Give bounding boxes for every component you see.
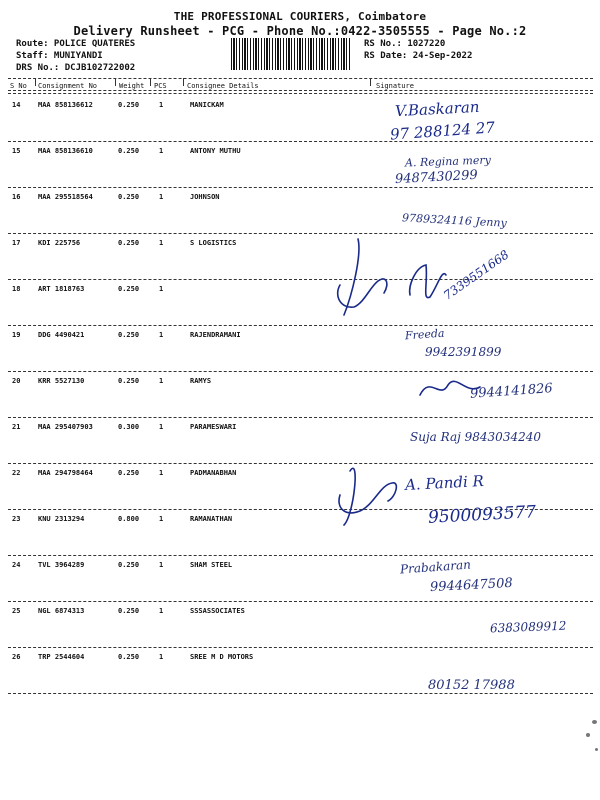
row-sno: 15: [12, 147, 21, 155]
row-consignment: MAA 294798464: [38, 469, 93, 477]
row-weight: 0.250: [118, 561, 140, 569]
signature-row-21: Suja Raj 9843034240: [410, 430, 541, 444]
phone-row-20: 9944141826: [469, 381, 554, 402]
ink-blot: [586, 733, 590, 737]
row-consignee: MANICKAM: [190, 101, 224, 109]
header-double-rule: [8, 93, 593, 94]
row-weight: 0.250: [118, 101, 140, 109]
row-consignment: KDI 225756: [38, 239, 81, 247]
col-divider: [370, 78, 371, 86]
ink-blot: [592, 720, 597, 724]
courier-title: THE PROFESSIONAL COURIERS, Coimbatore: [173, 10, 427, 23]
row-rule: [8, 417, 593, 418]
row-consignee: ANTONY MUTHU: [190, 147, 241, 155]
row-pcs: 1: [159, 653, 164, 661]
row-rule: [8, 555, 593, 556]
row-weight: 0.250: [118, 285, 140, 293]
row-pcs: 1: [159, 377, 164, 385]
row-sno: 18: [12, 285, 21, 293]
row-rule: [8, 463, 593, 464]
row-pcs: 1: [159, 561, 164, 569]
phone-row-15: 9487430299: [394, 167, 479, 188]
phone-row-14: 97 288124 27: [389, 118, 496, 144]
row-sno: 14: [12, 101, 21, 109]
row-consignment: TVL 3964289: [38, 561, 85, 569]
drs-number: DRS No.: DCJB102722002: [16, 63, 136, 73]
col-sno: S No: [10, 82, 27, 90]
row-consignment: MAA 858136612: [38, 101, 93, 109]
row-rule: [8, 233, 593, 234]
row-pcs: 1: [159, 469, 164, 477]
staff-label: Staff: MUNIYANDI: [16, 51, 103, 61]
phone-row-26: 80152 17988: [428, 678, 515, 693]
phone-row-19: 9942391899: [425, 345, 502, 359]
row-sno: 22: [12, 469, 21, 477]
row-rule: [8, 371, 593, 372]
row-rule: [8, 647, 593, 648]
row-weight: 0.250: [118, 331, 140, 339]
row-weight: 0.250: [118, 607, 140, 615]
signature-row-14: V.Baskaran: [394, 97, 480, 121]
row-rule: [8, 141, 593, 142]
row-consignee: PARAMESWARI: [190, 423, 237, 431]
signature-row-16: 9789324116 Jenny: [401, 211, 508, 230]
row-rule: [8, 325, 593, 326]
row-rule: [8, 187, 593, 188]
row-pcs: 1: [159, 285, 164, 293]
row-sno: 20: [12, 377, 21, 385]
signature-row-22: A. Pandi R: [404, 471, 485, 495]
row-weight: 0.800: [118, 515, 140, 523]
row-weight: 0.300: [118, 423, 140, 431]
barcode: [231, 38, 351, 70]
signature-row-15: A. Regina mery: [404, 153, 492, 170]
row-consignee: JOHNSON: [190, 193, 220, 201]
phone-row-24: 9944647508: [429, 575, 514, 596]
row-rule: [8, 601, 593, 602]
row-sno: 26: [12, 653, 21, 661]
signature-row-19: Freeda: [404, 326, 445, 343]
row-consignment: KNU 2313294: [38, 515, 85, 523]
signature-row-24: Prabakaran: [399, 557, 472, 577]
header-bottom-rule: [8, 90, 593, 91]
row-pcs: 1: [159, 147, 164, 155]
col-consignment: Consignment No: [38, 82, 98, 90]
row-rule: [8, 279, 593, 280]
phone-row-25: 6383089912: [489, 618, 567, 636]
row-consignee: S LOGISTICS: [190, 239, 237, 247]
row-pcs: 1: [159, 423, 164, 431]
phone-row-17: 7339551668: [440, 247, 512, 303]
row-consignee: RAJENDRAMANI: [190, 331, 241, 339]
row-consignee: RAMANATHAN: [190, 515, 233, 523]
row-consignment: MAA 295518564: [38, 193, 93, 201]
row-weight: 0.250: [118, 653, 140, 661]
row-consignment: TRP 2544604: [38, 653, 85, 661]
row-consignee: PADMANABHAN: [190, 469, 237, 477]
row-consignment: MAA 858136610: [38, 147, 93, 155]
row-sno: 17: [12, 239, 21, 247]
row-sno: 19: [12, 331, 21, 339]
col-pcs: PCS: [154, 82, 167, 90]
col-weight: Weight: [119, 82, 145, 90]
row-consignment: MAA 295407903: [38, 423, 93, 431]
runsheet-subtitle: Delivery Runsheet - PCG - Phone No.:0422-3505555 - Page No.:2: [73, 24, 527, 38]
col-divider: [150, 78, 151, 86]
row-consignment: NGL 6874313: [38, 607, 85, 615]
phone-row-23: 9500093577: [427, 502, 537, 528]
row-consignee: SREE M D MOTORS: [190, 653, 254, 661]
col-consignee: Consignee Details: [187, 82, 259, 90]
row-pcs: 1: [159, 193, 164, 201]
row-weight: 0.250: [118, 147, 140, 155]
row-pcs: 1: [159, 239, 164, 247]
row-pcs: 1: [159, 101, 164, 109]
header-top-rule: [8, 78, 593, 79]
row-sno: 21: [12, 423, 21, 431]
row-rule: [8, 693, 593, 694]
row-consignment: ART 1818763: [38, 285, 85, 293]
col-divider: [115, 78, 116, 86]
row-weight: 0.250: [118, 377, 140, 385]
row-consignment: DDG 4490421: [38, 331, 85, 339]
col-signature: Signature: [376, 82, 414, 90]
row-weight: 0.250: [118, 469, 140, 477]
row-pcs: 1: [159, 515, 164, 523]
row-weight: 0.250: [118, 239, 140, 247]
row-pcs: 1: [159, 607, 164, 615]
col-divider: [183, 78, 184, 86]
route-label: Route: POLICE QUATERES: [16, 39, 136, 49]
row-pcs: 1: [159, 331, 164, 339]
row-consignee: SSSASSOCIATES: [190, 607, 245, 615]
row-sno: 16: [12, 193, 21, 201]
row-consignee: SHAM STEEL: [190, 561, 233, 569]
rs-date: RS Date: 24-Sep-2022: [364, 51, 473, 61]
rs-number: RS No.: 1027220: [364, 39, 446, 49]
row-sno: 25: [12, 607, 21, 615]
row-weight: 0.250: [118, 193, 140, 201]
row-consignee: RAMYS: [190, 377, 212, 385]
row-sno: 24: [12, 561, 21, 569]
row-sno: 23: [12, 515, 21, 523]
col-divider: [35, 78, 36, 86]
row-consignment: KRR 5527130: [38, 377, 85, 385]
ink-blot: [595, 748, 598, 751]
